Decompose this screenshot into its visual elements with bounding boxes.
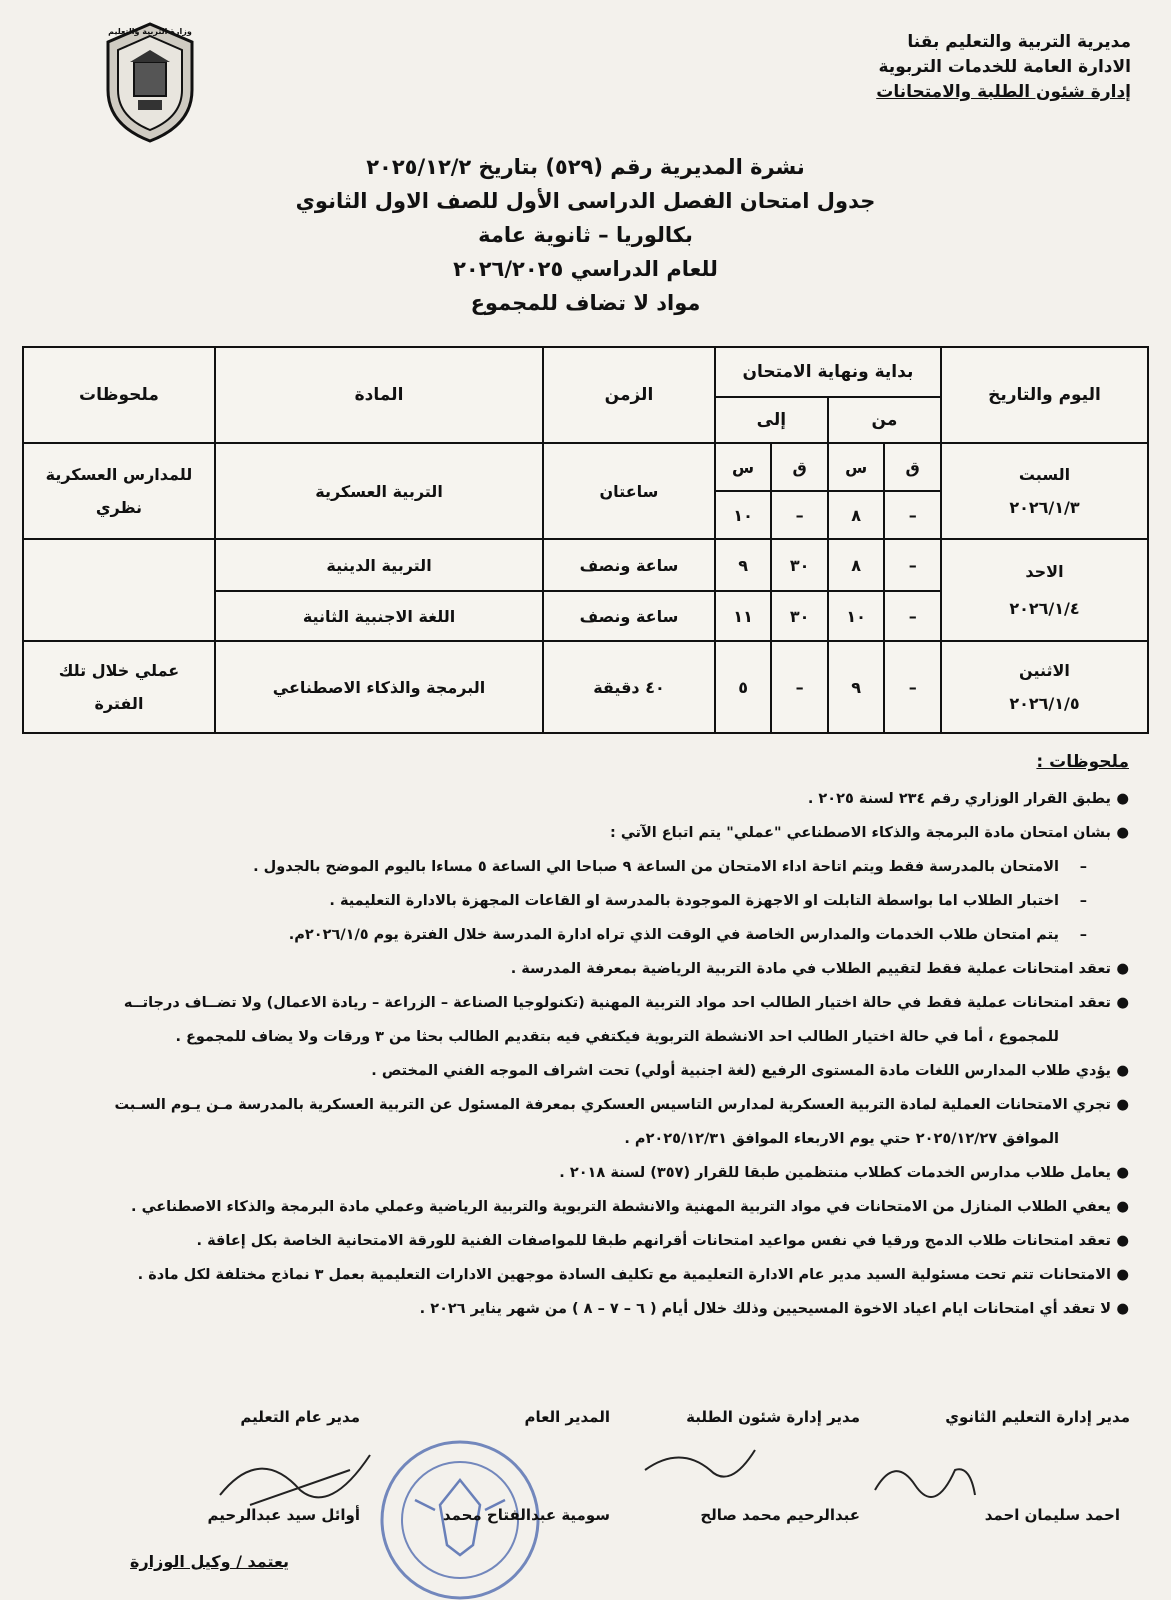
day-name: الاثنين	[1019, 661, 1070, 680]
signature-title: المدير العام	[524, 1408, 610, 1426]
note-subitem: – الامتحان بالمدرسة فقط ويتم اتاحة اداء الامتحان من الساعة ٩ صباحا الي الساعة ٥ مساءا باليوم الموضح بالجدول .	[29, 850, 1129, 884]
subject-cell: اللغة الاجنبية الثانية	[215, 591, 543, 641]
header-day-date: اليوم والتاريخ	[941, 347, 1148, 443]
note-line: عملي خلال تلك	[58, 661, 180, 680]
note-item: ● تعقد امتحانات عملية فقط في حالة اختيار الطالب احد مواد التربية المهنية (تكنولوجيا الصناعة – الزراعة – ريادة الاعمال) ولا تضــاف درجاتــه	[29, 986, 1129, 1020]
to-minute: –	[771, 491, 828, 539]
signature-title: مدير عام التعليم	[240, 1408, 360, 1426]
approval-line: يعتمد / وكيل الوزارة	[130, 1552, 290, 1571]
table-row	[23, 539, 1148, 591]
to-minute: ٣٠	[771, 591, 828, 641]
logo-text: وزارة التربية والتعليم	[108, 27, 192, 36]
note-item: ● بشان امتحان مادة البرمجة والذكاء الاصطناعي "عملي" يتم اتباع الآتي :	[29, 816, 1129, 850]
date-value: ٢٠٢٦/١/٣	[1009, 498, 1080, 517]
track-title: بكالوريا – ثانوية عامة	[478, 223, 693, 247]
to-hour: ١٠	[715, 491, 772, 539]
note-item: ● يطبق القرار الوزاري رقم ٢٣٤ لسنة ٢٠٢٥ .	[29, 782, 1129, 816]
subject-cell: البرمجة والذكاء الاصطناعي	[215, 641, 543, 733]
notes-heading: ملحوظات :	[1036, 752, 1129, 772]
org-line-3: إدارة شئون الطلبة والامتحانات	[876, 82, 1131, 102]
bullet-icon: ●	[1116, 1301, 1129, 1317]
from-hour: ٩	[828, 641, 885, 733]
dash-icon: –	[1079, 893, 1087, 909]
hour-label: س	[828, 443, 885, 491]
day-name: الاحد	[1025, 562, 1064, 581]
bullet-icon: ●	[1116, 995, 1129, 1011]
duration-cell: ٤٠ دقيقة	[543, 641, 715, 733]
day-date-cell	[941, 443, 1148, 539]
table-row	[23, 443, 1148, 491]
bullet-icon: ●	[1116, 1267, 1129, 1283]
note-subitem: – يتم امتحان طلاب الخدمات والمدارس الخاصة في الوقت الذي تراه ادارة المدرسة خلال الفترة يوم ٢٠٢٦/١/٥م.	[29, 918, 1129, 952]
ministry-logo-icon	[100, 20, 200, 145]
to-minute: ٣٠	[771, 539, 828, 591]
bullet-icon: ●	[1116, 1063, 1129, 1079]
org-header	[801, 30, 1131, 105]
header-notes: ملحوظات	[23, 347, 215, 443]
date-value: ٢٠٢٦/١/٥	[1009, 694, 1080, 713]
bullet-icon: ●	[1116, 1097, 1129, 1113]
notes-section	[29, 752, 1129, 1326]
duration-cell: ساعة ونصف	[543, 591, 715, 641]
bullet-icon: ●	[1116, 1199, 1129, 1215]
schedule-title: جدول امتحان الفصل الدراسى الأول للصف الاول الثانوي	[295, 189, 876, 213]
to-hour: ١١	[715, 591, 772, 641]
bullet-icon: ●	[1116, 825, 1129, 841]
signatory-name: عبدالرحيم محمد صالح	[700, 1506, 860, 1524]
to-minute: –	[771, 641, 828, 733]
note-line: نظري	[95, 498, 143, 517]
signatory-name: سومية عبدالفتاح محمد	[442, 1506, 610, 1524]
subject-cell: التربية العسكرية	[215, 443, 543, 539]
bullet-icon: ●	[1116, 961, 1129, 977]
signature-title: مدير إدارة التعليم الثانوي	[945, 1408, 1130, 1426]
bullet-icon: ●	[1116, 1233, 1129, 1249]
note-item: ● لا تعقد أي امتحانات ايام اعياد الاخوة المسيحيين وذلك خلال أيام ( ٦ – ٧ – ٨ ) من شهر يناير ٢٠٢٦ .	[29, 1292, 1129, 1326]
note-item: ● يعامل طلاب مدارس الخدمات كطلاب منتظمين طبقا للقرار (٣٥٧) لسنة ٢٠١٨ .	[29, 1156, 1129, 1190]
table-row	[23, 641, 1148, 733]
note-subitem: – اختبار الطلاب اما بواسطة التابلت او الاجهزة الموجودة بالمدرسة او القاعات المجهزة بالادارة التعليمية .	[29, 884, 1129, 918]
notes-cell	[23, 641, 215, 733]
date-value: ٢٠٢٦/١/٤	[1009, 599, 1080, 618]
note-item: ● تعقد امتحانات عملية فقط لتقييم الطلاب في مادة التربية الرياضية بمعرفة المدرسة .	[29, 952, 1129, 986]
subject-cell: التربية الدينية	[215, 539, 543, 591]
document-titles	[200, 150, 971, 320]
signature-scribble-icon	[870, 1450, 980, 1505]
dash-icon: –	[1079, 859, 1087, 875]
org-line-1: مديرية التربية والتعليم بقنا	[907, 32, 1131, 52]
non-added-subjects: مواد لا تضاف للمجموع	[470, 291, 701, 315]
note-item: ● يعفي الطلاب المنازل من الامتحانات في مواد التربية المهنية والانشطة التربوية والتربية الرياضية وعملي مادة البرمجة والذكاء الاصطناعي .	[29, 1190, 1129, 1224]
dash-icon: –	[1079, 927, 1087, 943]
from-minute: –	[884, 641, 941, 733]
to-hour: ٩	[715, 539, 772, 591]
notes-cell	[23, 443, 215, 539]
duration-cell: ساعتان	[543, 443, 715, 539]
note-line: للمدارس العسكرية	[45, 465, 193, 484]
day-date-cell	[941, 539, 1148, 641]
header-from: من	[828, 397, 941, 443]
from-hour: ٨	[828, 491, 885, 539]
header-duration: الزمن	[543, 347, 715, 443]
day-name: السبت	[1018, 465, 1071, 484]
note-continuation: للمجموع ، أما في حالة اختيار الطالب احد الانشطة التربوية فيكتفي فيه بتقديم الطالب بحثا من ٣ ورقات ولا يضاف للمجموع .	[175, 1029, 1059, 1045]
minute-label: ق	[884, 443, 941, 491]
exam-schedule-table	[22, 346, 1149, 734]
header-to: إلى	[715, 397, 828, 443]
note-item: ● يؤدي طلاب المدارس اللغات مادة المستوى الرفيع (لغة اجنبية أولي) تحت اشراف الموجه الفني المختص .	[29, 1054, 1129, 1088]
academic-year: للعام الدراسي ٢٠٢٦/٢٠٢٥	[453, 257, 718, 281]
from-minute: –	[884, 491, 941, 539]
hour-label: س	[715, 443, 772, 491]
to-hour: ٥	[715, 641, 772, 733]
note-item: ● تعقد امتحانات طلاب الدمج ورقيا في نفس مواعيد امتحانات أقرانهم طبقا للمواصفات الفنية للورقة الامتحانية الخاصة بكل إعاقة .	[29, 1224, 1129, 1258]
duration-cell: ساعة ونصف	[543, 539, 715, 591]
from-minute: –	[884, 539, 941, 591]
header-subject: المادة	[215, 347, 543, 443]
bullet-icon: ●	[1116, 1165, 1129, 1181]
note-line: الفترة	[94, 694, 144, 713]
org-line-2: الادارة العامة للخدمات التربوية	[878, 57, 1131, 77]
note-continuation: الموافق ٢٠٢٥/١٢/٢٧ حتي يوم الاربعاء الموافق ٢٠٢٥/١٢/٣١م .	[624, 1131, 1059, 1147]
notes-list	[29, 782, 1129, 1326]
header-exam-window: بداية ونهاية الامتحان	[715, 347, 941, 397]
signature-title: مدير إدارة شئون الطلبة	[686, 1408, 860, 1426]
from-hour: ١٠	[828, 591, 885, 641]
note-item: ● تجري الامتحانات العملية لمادة التربية العسكرية لمدارس التاسيس العسكري بمعرفة المسئول عن التربية العسكرية بالمدرسة مـن يـوم السـبت	[29, 1088, 1129, 1122]
from-hour: ٨	[828, 539, 885, 591]
signature-scribble-icon	[640, 1440, 760, 1495]
signatory-name: أوائل سيد عبدالرحيم	[207, 1506, 360, 1524]
table-header-row	[23, 347, 1148, 397]
minute-label: ق	[771, 443, 828, 491]
signatory-name: احمد سليمان احمد	[984, 1506, 1120, 1524]
notes-cell	[23, 539, 215, 641]
note-item: ● الامتحانات تتم تحت مسئولية السيد مدير عام الادارة التعليمية مع تكليف السادة موجهين الادارات التعليمية بعمل ٣ نماذج مختلفة لكل مادة .	[29, 1258, 1129, 1292]
day-date-cell	[941, 641, 1148, 733]
from-minute: –	[884, 591, 941, 641]
bulletin-number: نشرة المديرية رقم (٥٢٩) بتاريخ ٢٠٢٥/١٢/٢	[366, 155, 805, 179]
bullet-icon: ●	[1116, 791, 1129, 807]
